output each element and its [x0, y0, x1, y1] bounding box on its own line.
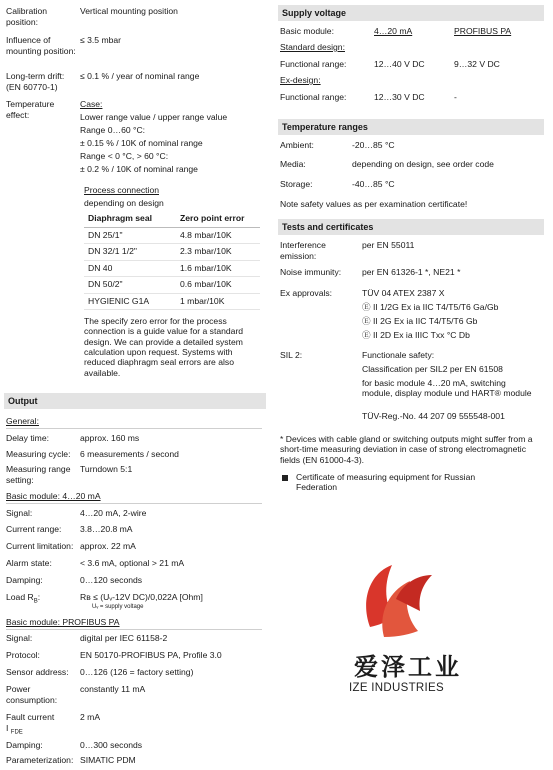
column-header-zero-error: Zero point error	[176, 211, 260, 227]
supply-col1-header: 4…20 mA	[374, 26, 413, 36]
general-title: General:	[6, 416, 39, 426]
protocol-label: Protocol:	[6, 650, 40, 660]
error-cell: 1 mbar/10K	[176, 293, 260, 310]
sil-line: TÜV-Reg.-No. 44 207 09 555548-001	[362, 411, 505, 421]
protocol-value: EN 50170-PROFIBUS PA, Profile 3.0	[80, 650, 222, 660]
error-cell: 1.6 mbar/10K	[176, 260, 260, 277]
ize-logo-mark	[340, 555, 440, 647]
divider	[6, 629, 262, 630]
sensor-address-value: 0…126 (126 = factory setting)	[80, 667, 194, 677]
current-range-label: Current range:	[6, 524, 62, 534]
interference-emission-label: Interference emission:	[280, 240, 326, 262]
seal-cell: DN 50/2"	[84, 277, 176, 294]
supply-voltage-header: Supply voltage	[278, 5, 544, 21]
error-cell: 4.8 mbar/10K	[176, 227, 260, 244]
fault-current-symbol: I	[6, 723, 9, 734]
divider	[6, 503, 262, 504]
output-section-header: Output	[4, 393, 266, 409]
pb-damping-value: 0…300 seconds	[80, 740, 143, 750]
functional-range-label: Functional range:	[280, 59, 347, 69]
load-note: Uᵥ = supply voltage	[92, 604, 144, 610]
load-label	[6, 592, 78, 607]
process-connection-note: The specify zero error for the process connection is a guide value for a standard design. We can provide a detailed system calculation upon request. Systems with reduced diaphragm seal errors are also available.	[84, 316, 244, 378]
ex-approval-line: TÜV 04 ATEX 2387 X	[362, 288, 445, 298]
interference-emission-value: per EN 55011	[362, 240, 415, 250]
functional-range-value-1: 12…40 V DC	[374, 59, 425, 69]
logo-chinese-text: 爱泽工业	[354, 653, 462, 681]
table-row	[84, 277, 260, 294]
case-title: Case:	[80, 99, 103, 109]
measuring-range-label: Measuring range setting:	[6, 464, 71, 486]
column-header-seal: Diaphragm seal	[84, 211, 176, 227]
measuring-range-value: Turndown 5:1	[80, 464, 133, 474]
diaphragm-seal-table	[84, 211, 260, 310]
divider	[6, 428, 262, 429]
ex-functional-range-label: Functional range:	[280, 92, 347, 102]
calibration-position-label: Calibration position:	[6, 6, 48, 28]
parameterization-label: Parameterization:	[6, 755, 74, 765]
fault-current-value: 2 mA	[80, 712, 101, 722]
ex-approval-line: Ⓔ II 2D Ex ia IIIC Txx °C Db	[362, 330, 470, 340]
basic-module-title: Basic module: 4…20 mA	[6, 491, 101, 501]
basic-module-label: Basic module:	[280, 26, 334, 36]
table-header-row	[84, 211, 260, 227]
ambient-value: -20…85 °C	[352, 140, 395, 150]
fault-current-text: Fault current	[6, 712, 55, 722]
process-connection-subtitle: depending on design	[84, 198, 164, 208]
russian-certificate-bullet: Certificate of measuring equipment for Russian Federation	[296, 472, 476, 493]
sil-line: for basic module 4…20 mA, switching module, display module und HART® module	[362, 378, 532, 399]
safety-note: Note safety values as per examination certificate!	[280, 199, 468, 209]
ex-design-title: Ex-design:	[280, 75, 321, 85]
temp-effect-line: Range < 0 °C, > 60 °C:	[80, 151, 169, 161]
fault-current-label	[6, 712, 78, 738]
table-row	[84, 244, 260, 261]
ex-approvals-label: Ex approvals:	[280, 288, 333, 298]
current-limitation-label: Current limitation:	[6, 541, 74, 551]
mounting-influence-value: ≤ 3.5 mbar	[80, 35, 122, 45]
pb-damping-label: Damping:	[6, 740, 43, 750]
ex-approval-line: Ⓔ II 2G Ex ia IIC T4/T5/T6 Gb	[362, 316, 478, 326]
pb-signal-label: Signal:	[6, 633, 33, 643]
temp-effect-line: Lower range value / upper range value	[80, 112, 228, 122]
seal-cell: HYGIENIC G1A	[84, 293, 176, 310]
power-consumption-value: constantly 11 mA	[80, 684, 146, 694]
bullet-icon	[282, 475, 288, 481]
tests-certificates-header: Tests and certificates	[278, 219, 544, 235]
load-value: Rʙ ≤ (Uᵥ-12V DC)/0,022A [Ohm]	[80, 592, 203, 602]
seal-cell: DN 40	[84, 260, 176, 277]
functional-range-value-2: 9…32 V DC	[454, 59, 500, 69]
sil-label: SIL 2:	[280, 350, 303, 360]
fault-current-sub: FDE	[10, 729, 23, 736]
table-row	[84, 227, 260, 244]
damping-label: Damping:	[6, 575, 43, 585]
alarm-state-value: < 3.6 mA, optional > 21 mA	[80, 558, 185, 568]
pb-signal-value: digital per IEC 61158-2	[80, 633, 168, 643]
standard-design-title: Standard design:	[280, 42, 345, 52]
signal-label: Signal:	[6, 508, 33, 518]
temp-effect-line: Range 0…60 °C:	[80, 125, 146, 135]
seal-cell: DN 25/1"	[84, 227, 176, 244]
error-cell: 0.6 mbar/10K	[176, 277, 260, 294]
measuring-cycle-label: Measuring cycle:	[6, 449, 71, 459]
load-label-sub: B	[33, 598, 38, 605]
temperature-effect-label: Temperature effect:	[6, 99, 55, 121]
parameterization-value: SIMATIC PDM	[80, 755, 136, 765]
supply-col2-header: PROFIBUS PA	[454, 26, 512, 36]
calibration-position-value: Vertical mounting position	[80, 6, 178, 16]
current-limitation-value: approx. 22 mA	[80, 541, 136, 551]
noise-immunity-label: Noise immunity:	[280, 267, 342, 277]
seal-cell: DN 32/1 1/2"	[84, 244, 176, 261]
ex-approval-line: Ⓔ II 1/2G Ex ia IIC T4/T5/T6 Ga/Gb	[362, 302, 499, 312]
storage-label: Storage:	[280, 179, 313, 189]
table-row	[84, 293, 260, 310]
current-range-value: 3.8…20.8 mA	[80, 524, 133, 534]
sil-line: Functionale safety:	[362, 350, 435, 360]
mounting-influence-label: Influence of mounting position:	[6, 35, 76, 57]
logo-english-text: IZE INDUSTRIES	[349, 682, 444, 694]
table-row	[84, 260, 260, 277]
ex-functional-range-value-2: -	[454, 92, 457, 102]
emc-footnote: * Devices with cable gland or switching outputs might suffer from a short-time measuring deviation in case of strong electromagnetic fields (EN 61000-4-3).	[280, 434, 533, 465]
media-label: Media:	[280, 159, 306, 169]
sil-line: Classification per SIL2 per EN 61508	[362, 364, 503, 374]
power-consumption-label: Power consumption:	[6, 684, 58, 706]
temperature-ranges-header: Temperature ranges	[278, 119, 544, 135]
delay-time-label: Delay time:	[6, 433, 49, 443]
ex-functional-range-value-1: 12…30 V DC	[374, 92, 425, 102]
long-term-drift-value: ≤ 0.1 % / year of nominal range	[80, 71, 200, 81]
load-label-text: Load R	[6, 592, 34, 602]
sensor-address-label: Sensor address:	[6, 667, 69, 677]
profibus-module-title: Basic module: PROFIBUS PA	[6, 617, 120, 627]
alarm-state-label: Alarm state:	[6, 558, 52, 568]
long-term-drift-label: Long-term drift: (EN 60770-1)	[6, 71, 65, 93]
process-connection-title: Process connection	[84, 185, 159, 195]
ambient-label: Ambient:	[280, 140, 314, 150]
temp-effect-line: ± 0.2 % / 10K of nominal range	[80, 164, 198, 174]
noise-immunity-value: per EN 61326-1 *, NE21 *	[362, 267, 461, 277]
damping-value: 0…120 seconds	[80, 575, 143, 585]
measuring-cycle-value: 6 measurements / second	[80, 449, 179, 459]
storage-value: -40…85 °C	[352, 179, 395, 189]
signal-value: 4…20 mA, 2-wire	[80, 508, 147, 518]
error-cell: 2.3 mbar/10K	[176, 244, 260, 261]
temp-effect-line: ± 0.15 % / 10K of nominal range	[80, 138, 203, 148]
media-value: depending on design, see order code	[352, 159, 494, 169]
delay-time-value: approx. 160 ms	[80, 433, 140, 443]
load-label-colon: :	[37, 592, 41, 602]
